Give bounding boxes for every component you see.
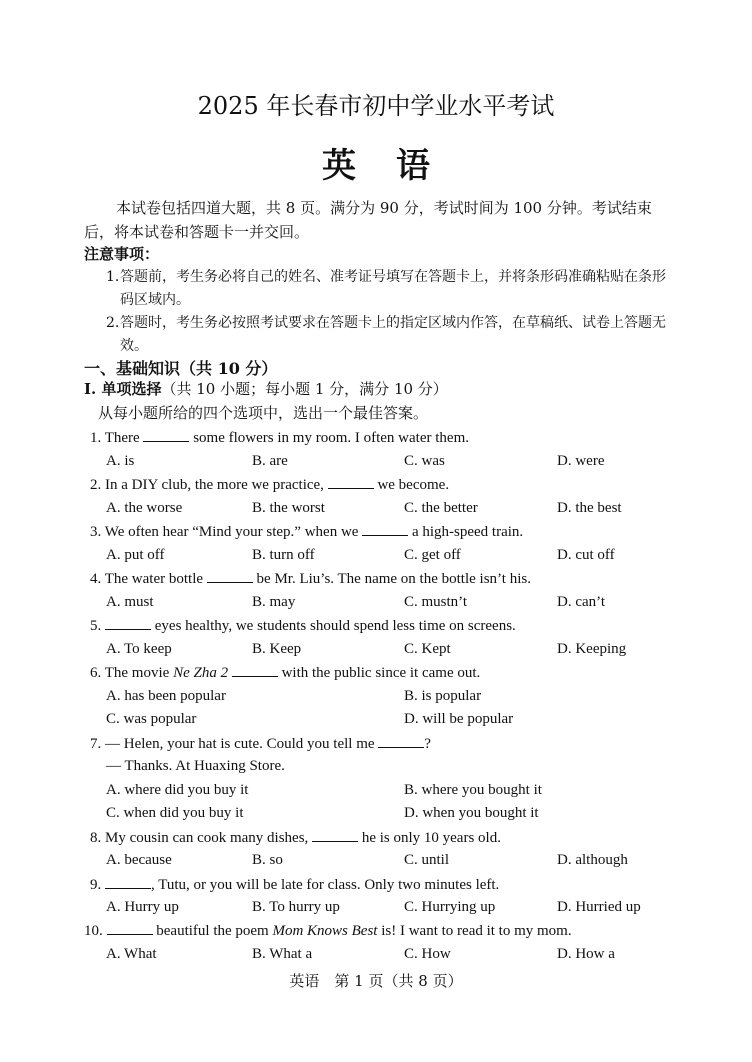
part-detail: （共 10 小题；每小题 1 分，满分 10 分） <box>161 380 448 398</box>
question-stem-post: some flowers in my room. I often water them. <box>193 430 469 446</box>
question-number: 2. <box>90 477 102 493</box>
question-stem-post: , Tutu, or you will be late for class. Only two minutes left. <box>151 877 500 893</box>
answer-blank <box>143 429 189 442</box>
question <box>90 476 449 494</box>
option-c: C. was <box>404 453 445 469</box>
option-d: D. the best <box>557 500 622 516</box>
dialogue-reply: — Thanks. At Huaxing Store. <box>106 758 285 774</box>
option-c: C. was popular <box>106 711 197 727</box>
exam-title: 2025 年长春市初中学业水平考试 <box>197 92 555 120</box>
question-number: 9. <box>90 877 102 893</box>
question-number: 8. <box>90 830 102 846</box>
poem-title: Mom Knows Best <box>272 923 378 939</box>
question-stem-post: he is only 10 years old. <box>361 830 501 846</box>
option-c: C. get off <box>404 547 461 563</box>
option-d: D. when you bought it <box>404 805 539 821</box>
answer-blank <box>378 735 424 748</box>
option-a: A. Hurry up <box>106 899 179 915</box>
option-d: D. will be popular <box>404 711 514 727</box>
notice-item <box>106 312 672 358</box>
notice-item <box>106 266 672 312</box>
option-a: A. is <box>106 453 135 469</box>
question-stem-post: eyes healthy, we students should spend less time on screens. <box>154 618 516 634</box>
question <box>90 829 501 847</box>
option-c: C. the better <box>404 500 478 516</box>
question-number: 4. <box>90 571 102 587</box>
question-stem-mid: beautiful the poem <box>156 923 269 939</box>
question-stem-post: is! I want to read it to my mom. <box>381 923 572 939</box>
answer-blank <box>107 922 153 935</box>
question-stem-post: ? <box>424 736 431 752</box>
option-d: D. Keeping <box>557 641 627 657</box>
answer-blank <box>207 570 253 583</box>
section-title: 一、基础知识（共 10 分） <box>84 359 278 378</box>
notice-item-text: 答题前，考生务必将自己的姓名、准考证号填写在答题卡上，并将条形码准确粘贴在条形码区域内。 <box>120 269 666 308</box>
option-d: D. were <box>557 453 605 469</box>
question-number: 1. <box>90 430 102 446</box>
option-a: A. What <box>106 946 157 962</box>
answer-blank <box>105 876 151 889</box>
question <box>90 735 431 753</box>
subject-title: 英语 <box>322 146 470 186</box>
option-b: B. Keep <box>252 641 302 657</box>
option-a: A. has been popular <box>106 688 226 704</box>
option-b: B. are <box>252 453 288 469</box>
question-stem-pre: We often hear “Mind your step.” when we <box>104 524 359 540</box>
notice-title: 注意事项： <box>84 245 160 263</box>
movie-title: Ne Zha 2 <box>173 665 229 681</box>
question-number: 5. <box>90 618 102 634</box>
answer-blank <box>232 664 278 677</box>
option-c: C. mustn’t <box>404 594 468 610</box>
option-d: D. cut off <box>557 547 615 563</box>
option-a: A. put off <box>106 547 165 563</box>
option-b: B. turn off <box>252 547 315 563</box>
question-number: 10. <box>84 923 103 939</box>
option-b: B. where you bought it <box>404 782 542 798</box>
question-stem-pre: My cousin can cook many dishes, <box>105 830 309 846</box>
notice-item-text: 答题时，考生务必按照考试要求在答题卡上的指定区域内作答，在草稿纸、试卷上答题无效。 <box>120 315 666 354</box>
option-d: D. How a <box>557 946 615 962</box>
option-c: C. when did you buy it <box>106 805 244 821</box>
option-a: A. must <box>106 594 154 610</box>
question-stem-pre: The water bottle <box>104 571 204 587</box>
question-stem-post: be Mr. Liu’s. The name on the bottle isn’t his. <box>256 571 531 587</box>
question-stem-post: we become. <box>377 477 450 493</box>
question <box>90 664 480 682</box>
question <box>90 570 531 588</box>
option-a: A. where did you buy it <box>106 782 249 798</box>
part-instruction: 从每小题所给的四个选项中，选出一个最佳答案。 <box>98 404 429 422</box>
answer-blank <box>362 523 408 536</box>
page-footer: 英语 第 1 页（共 8 页） <box>289 972 463 990</box>
question-stem-pre: — Helen, your hat is cute. Could you tell me <box>105 736 375 752</box>
question-stem-post: with the public since it came out. <box>281 665 481 681</box>
question <box>90 617 516 635</box>
option-a: A. To keep <box>106 641 172 657</box>
option-d: D. can’t <box>557 594 606 610</box>
option-c: C. Hurrying up <box>404 899 496 915</box>
part-heading <box>84 378 448 399</box>
question-number: 6. <box>90 665 102 681</box>
option-b: B. To hurry up <box>252 899 340 915</box>
option-c: C. until <box>404 852 450 868</box>
option-b: B. the worst <box>252 500 325 516</box>
option-d: D. although <box>557 852 628 868</box>
notice-item-number: 2. <box>106 315 120 331</box>
part-label: I. 单项选择 <box>84 380 162 398</box>
question-number: 7. <box>90 736 102 752</box>
notice-item-number: 1. <box>106 269 120 285</box>
option-a: A. because <box>106 852 172 868</box>
answer-blank <box>312 829 358 842</box>
intro-paragraph: 本试卷包括四道大题，共 8 页。满分为 90 分，考试时间为 100 分钟。考试结束后，将本试卷和答题卡一并交回。 <box>84 199 652 241</box>
question-stem-pre: In a DIY club, the more we practice, <box>105 477 324 493</box>
option-c: C. How <box>404 946 451 962</box>
question-stem-post: a high-speed train. <box>411 524 524 540</box>
question-number: 3. <box>90 524 102 540</box>
question <box>90 523 523 541</box>
option-c: C. Kept <box>404 641 451 657</box>
option-b: B. so <box>252 852 283 868</box>
answer-blank <box>105 617 151 630</box>
question-stem-pre: There <box>104 430 140 446</box>
answer-blank <box>328 476 374 489</box>
option-d: D. Hurried up <box>557 899 641 915</box>
option-a: A. the worse <box>106 500 183 516</box>
option-b: B. is popular <box>404 688 482 704</box>
question-stem-pre: The movie <box>104 665 170 681</box>
question <box>90 876 499 894</box>
option-b: B. What a <box>252 946 313 962</box>
option-b: B. may <box>252 594 296 610</box>
question <box>90 429 469 447</box>
question <box>84 922 572 940</box>
